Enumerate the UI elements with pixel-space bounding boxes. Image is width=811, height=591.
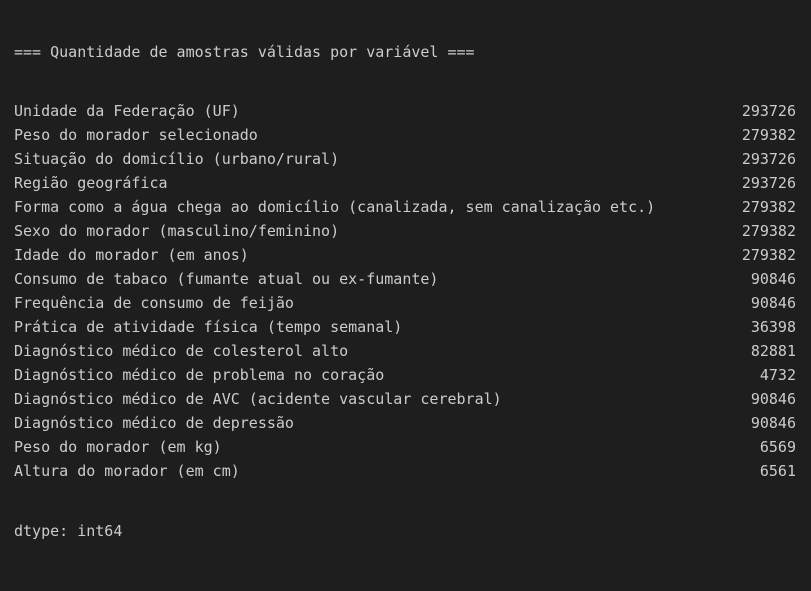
series-row — [0, 123, 811, 147]
series-row-value: 293726 — [741, 102, 796, 120]
series-rows — [0, 99, 811, 483]
series-row — [0, 219, 811, 243]
series-row-value: 279382 — [741, 198, 796, 216]
series-row-label: Região geográfica — [14, 174, 168, 192]
series-row-label: Consumo de tabaco (fumante atual ou ex-fumante) — [14, 270, 439, 288]
series-row-label: Forma como a água chega ao domicílio (canalizada, sem canalização etc.) — [14, 198, 656, 216]
series-row-label: Diagnóstico médico de depressão — [14, 414, 294, 432]
dtype-text: dtype: int64 — [14, 522, 123, 540]
series-row — [0, 99, 811, 123]
series-row — [0, 459, 811, 483]
output-footer — [0, 519, 811, 543]
series-row-label: Altura do morador (em cm) — [14, 462, 240, 480]
series-row-value: 90846 — [750, 294, 796, 312]
series-row-label: Diagnóstico médico de AVC (acidente vascular cerebral) — [14, 390, 502, 408]
series-row-label: Sexo do morador (masculino/feminino) — [14, 222, 340, 240]
series-row — [0, 339, 811, 363]
series-row-label: Peso do morador selecionado — [14, 126, 258, 144]
series-row-value: 90846 — [750, 390, 796, 408]
series-row-value: 36398 — [750, 318, 796, 336]
series-row-value: 6569 — [759, 438, 796, 456]
series-row — [0, 411, 811, 435]
series-row — [0, 243, 811, 267]
series-row — [0, 435, 811, 459]
series-row — [0, 291, 811, 315]
series-row-label: Frequência de consumo de feijão — [14, 294, 294, 312]
series-row — [0, 171, 811, 195]
series-row — [0, 147, 811, 171]
series-row-label: Peso do morador (em kg) — [14, 438, 222, 456]
series-row-label: Prática de atividade física (tempo semanal) — [14, 318, 403, 336]
series-row-value: 6561 — [759, 462, 796, 480]
series-row-value: 90846 — [750, 270, 796, 288]
series-row-label: Situação do domicílio (urbano/rural) — [14, 150, 340, 168]
series-row-value: 279382 — [741, 222, 796, 240]
series-row-value: 293726 — [741, 174, 796, 192]
series-row-label: Diagnóstico médico de problema no coração — [14, 366, 385, 384]
series-row — [0, 387, 811, 411]
series-row-label: Diagnóstico médico de colesterol alto — [14, 342, 349, 360]
series-row-value: 82881 — [750, 342, 796, 360]
series-row-value: 293726 — [741, 150, 796, 168]
series-row-value: 279382 — [741, 126, 796, 144]
series-row-value: 4732 — [759, 366, 796, 384]
series-row — [0, 267, 811, 291]
series-row-label: Unidade da Federação (UF) — [14, 102, 240, 120]
series-row-label: Idade do morador (em anos) — [14, 246, 249, 264]
output-header-text: === Quantidade de amostras válidas por variável === — [14, 43, 475, 61]
series-row — [0, 315, 811, 339]
series-row — [0, 363, 811, 387]
series-row-value: 90846 — [750, 414, 796, 432]
output-header — [0, 41, 811, 63]
series-row — [0, 195, 811, 219]
series-row-value: 279382 — [741, 246, 796, 264]
